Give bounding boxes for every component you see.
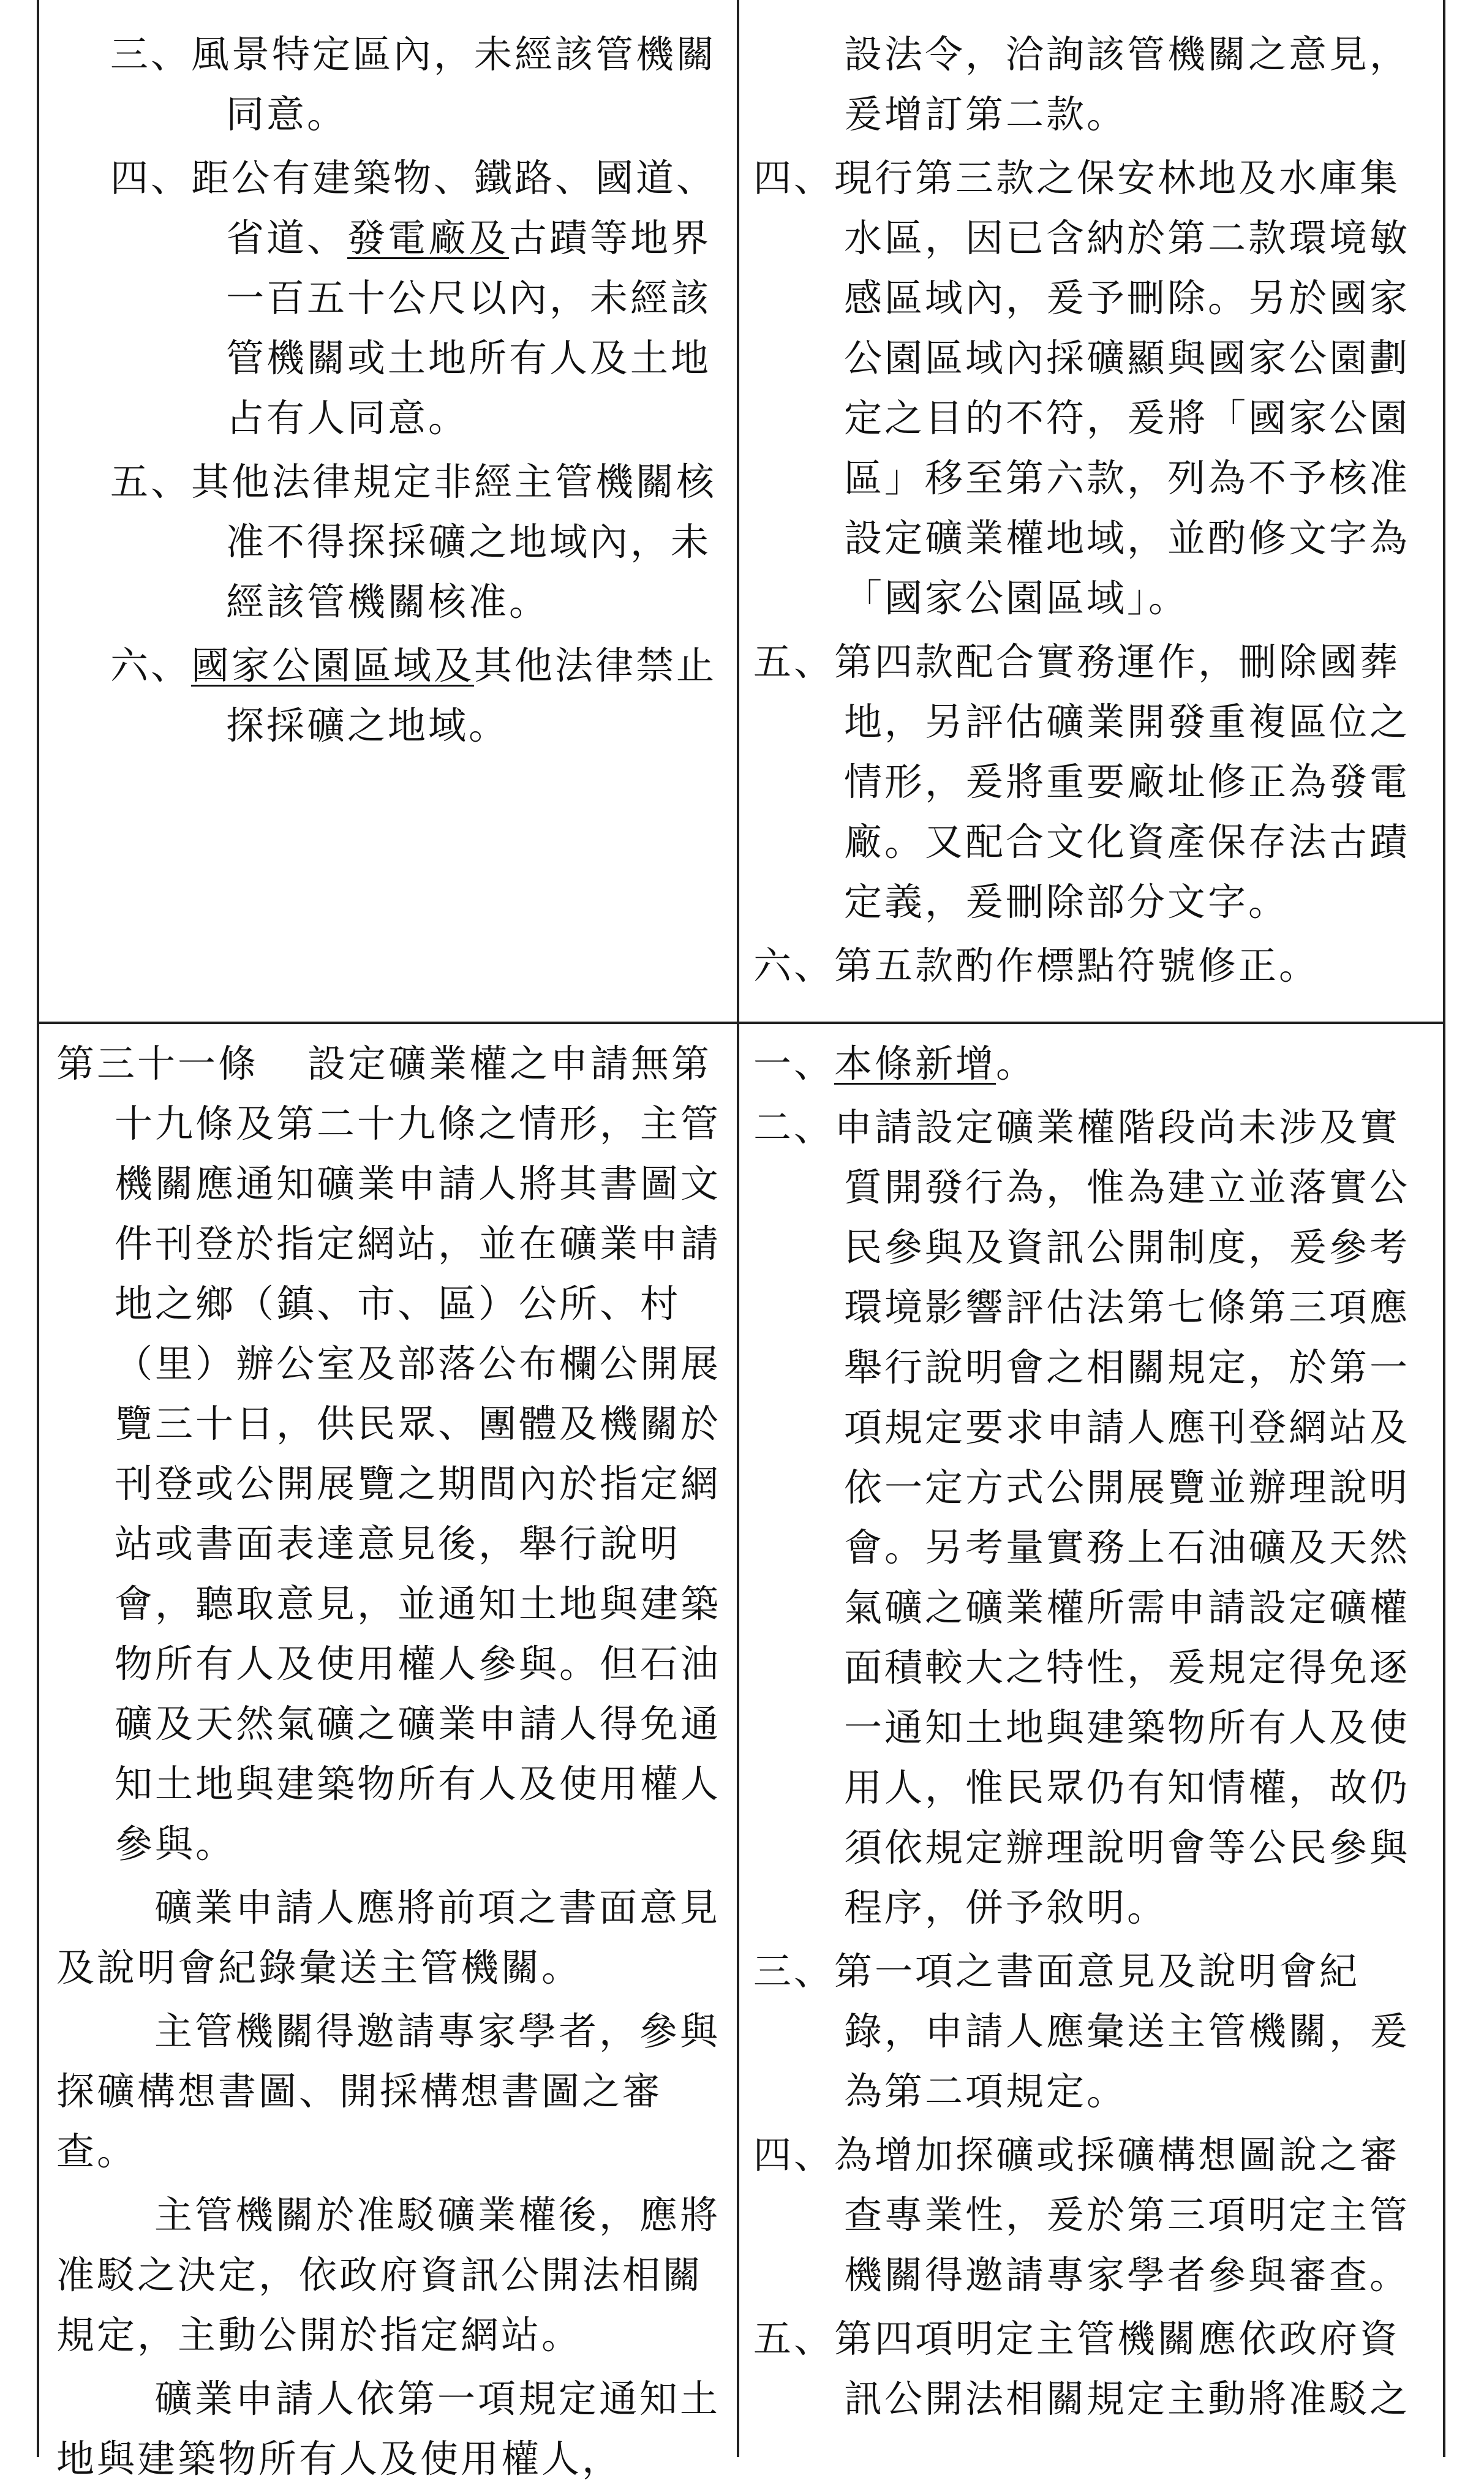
bottom-right-cell	[753, 1034, 1433, 2429]
explanation-continuation: 設法令，洽詢該管機關之意見，爰增訂第二款。	[844, 32, 1411, 137]
explanation-text: 第四款配合實務運作，刪除國葬地，另評估礦業開發重複區位之情形，爰將重要廠址修正為發電廠。又配合文化資產保存法古蹟定義，爰刪除部分文字。	[834, 639, 1411, 924]
explanation-item	[753, 1098, 1433, 1938]
article-text: 設定礦業權之申請無第十九條及第二十九條之情形，主管機關應通知礦業申請人將其書圖文件刊登於指定網站，並在礦業申請地之鄉（鎮、市、區）公所、村（里）辦公室及部落公布欄公開展覽三十日，供民眾、團體及機關於刊登或公開展覽之期間內於指定網站或書面表達意見後，舉行說明會，聽取意見，並通知土地與建築物所有人及使用權人參與。但石油礦及天然氣礦之礦業申請人得免通知土地與建築物所有人及使用權人參與。	[115, 1041, 721, 1866]
explanation-text: 第四項明定主管機關應依政府資訊公開法相關規定主動將准駁之	[834, 2316, 1411, 2421]
clause-text: 距公有建築物、鐵路、國道、省道、	[191, 156, 717, 260]
explanation-text: 申請設定礦業權階段尚未涉及實質開發行為，惟為建立並落實公民參與及資訊公開制度，爰參考環境影響評估法第七條第三項應舉行說明會之相關規定，於第一項規定要求申請人應刊登網站及依一定方式公開展覽並辦理說明會。另考量實務上石油礦及天然氣礦之礦業權所需申請設定礦權面積較大之特性，爰規定得免逐一通知土地與建築物所有人及使用人，惟民眾仍有知情權，故仍須依規定辦理說明會等公民參與程序，併予敘明。	[834, 1105, 1411, 1930]
row-divider	[37, 1022, 1445, 1024]
explanation-item	[753, 2125, 1433, 2305]
explanation-number: 一、	[753, 1041, 835, 1086]
article-paragraph-1	[56, 1034, 724, 1874]
explanation-number: 三、	[753, 1949, 835, 1994]
article-paragraph-2: 礦業申請人應將前項之書面意見及說明會紀錄彙送主管機關。	[56, 1885, 721, 1990]
explanation-number: 五、	[753, 2316, 835, 2361]
clause-item	[56, 24, 724, 145]
column-divider	[737, 0, 739, 2457]
clause-text: 其他法律規定非經主管機關核准不得探採礦之地域內，未經該管機關核准。	[191, 459, 717, 624]
top-left-cell	[56, 24, 724, 756]
bottom-left-cell	[56, 1034, 724, 2489]
clause-text-underlined: 發電廠及	[347, 216, 510, 260]
clause-number: 五、	[110, 459, 192, 504]
explanation-text: 為增加探礦或採礦構想圖說之審查專業性，爰於第三項明定主管機關得邀請專家學者參與審查。	[834, 2133, 1411, 2297]
article-title: 第三十一條	[56, 1041, 259, 1086]
article-paragraph-3: 主管機關得邀請專家學者，參與探礦構想書圖、開採構想書圖之審查。	[56, 2009, 721, 2174]
explanation-number: 四、	[753, 156, 835, 200]
top-right-cell	[753, 24, 1433, 996]
explanation-item	[753, 2309, 1433, 2429]
explanation-number: 四、	[753, 2133, 835, 2177]
clause-text: 古蹟等地界一百五十公尺以內，未經該管機關或土地所有人及土地占有人同意。	[226, 216, 712, 440]
explanation-item	[753, 1034, 1433, 1094]
explanation-number: 五、	[753, 639, 835, 684]
clause-text: 風景特定區內，未經該管機關同意。	[191, 32, 717, 137]
clause-item	[56, 636, 724, 756]
explanation-number: 二、	[753, 1105, 835, 1150]
explanation-text-underlined: 本條新增	[834, 1041, 996, 1086]
clause-number: 六、	[110, 643, 192, 688]
explanation-item	[753, 632, 1433, 932]
clause-text: 其他法律禁止探採礦之地域。	[226, 643, 717, 748]
explanation-suffix: 。	[996, 1041, 1037, 1086]
clause-item	[56, 452, 724, 632]
explanation-text: 第一項之書面意見及說明會紀錄，申請人應彙送主管機關，爰為第二項規定。	[834, 1949, 1411, 2114]
clause-item	[56, 148, 724, 448]
explanation-text: 第五款酌作標點符號修正。	[834, 943, 1320, 988]
article-paragraph-4: 主管機關於准駁礦業權後，應將准駁之決定，依政府資訊公開法相關規定，主動公開於指定網站。	[56, 2193, 721, 2357]
clause-number: 四、	[110, 156, 192, 200]
explanation-item	[753, 148, 1433, 628]
explanation-text: 現行第三款之保安林地及水庫集水區，因已含納於第二款環境敏感區域內，爰予刪除。另於國家公園區域內採礦顯與國家公園劃定之目的不符，爰將「國家公園區」移至第六款，列為不予核准設定礦業權地域，並酌修文字為「國家公園區域」。	[834, 156, 1411, 620]
explanation-item	[753, 936, 1433, 996]
explanation-number: 六、	[753, 943, 835, 988]
article-paragraph-5: 礦業申請人依第一項規定通知土地與建築物所有人及使用權人，	[56, 2376, 721, 2481]
clause-text-underlined: 國家公園區域及	[191, 643, 475, 688]
clause-number: 三、	[110, 32, 192, 77]
explanation-item	[753, 1941, 1433, 2122]
